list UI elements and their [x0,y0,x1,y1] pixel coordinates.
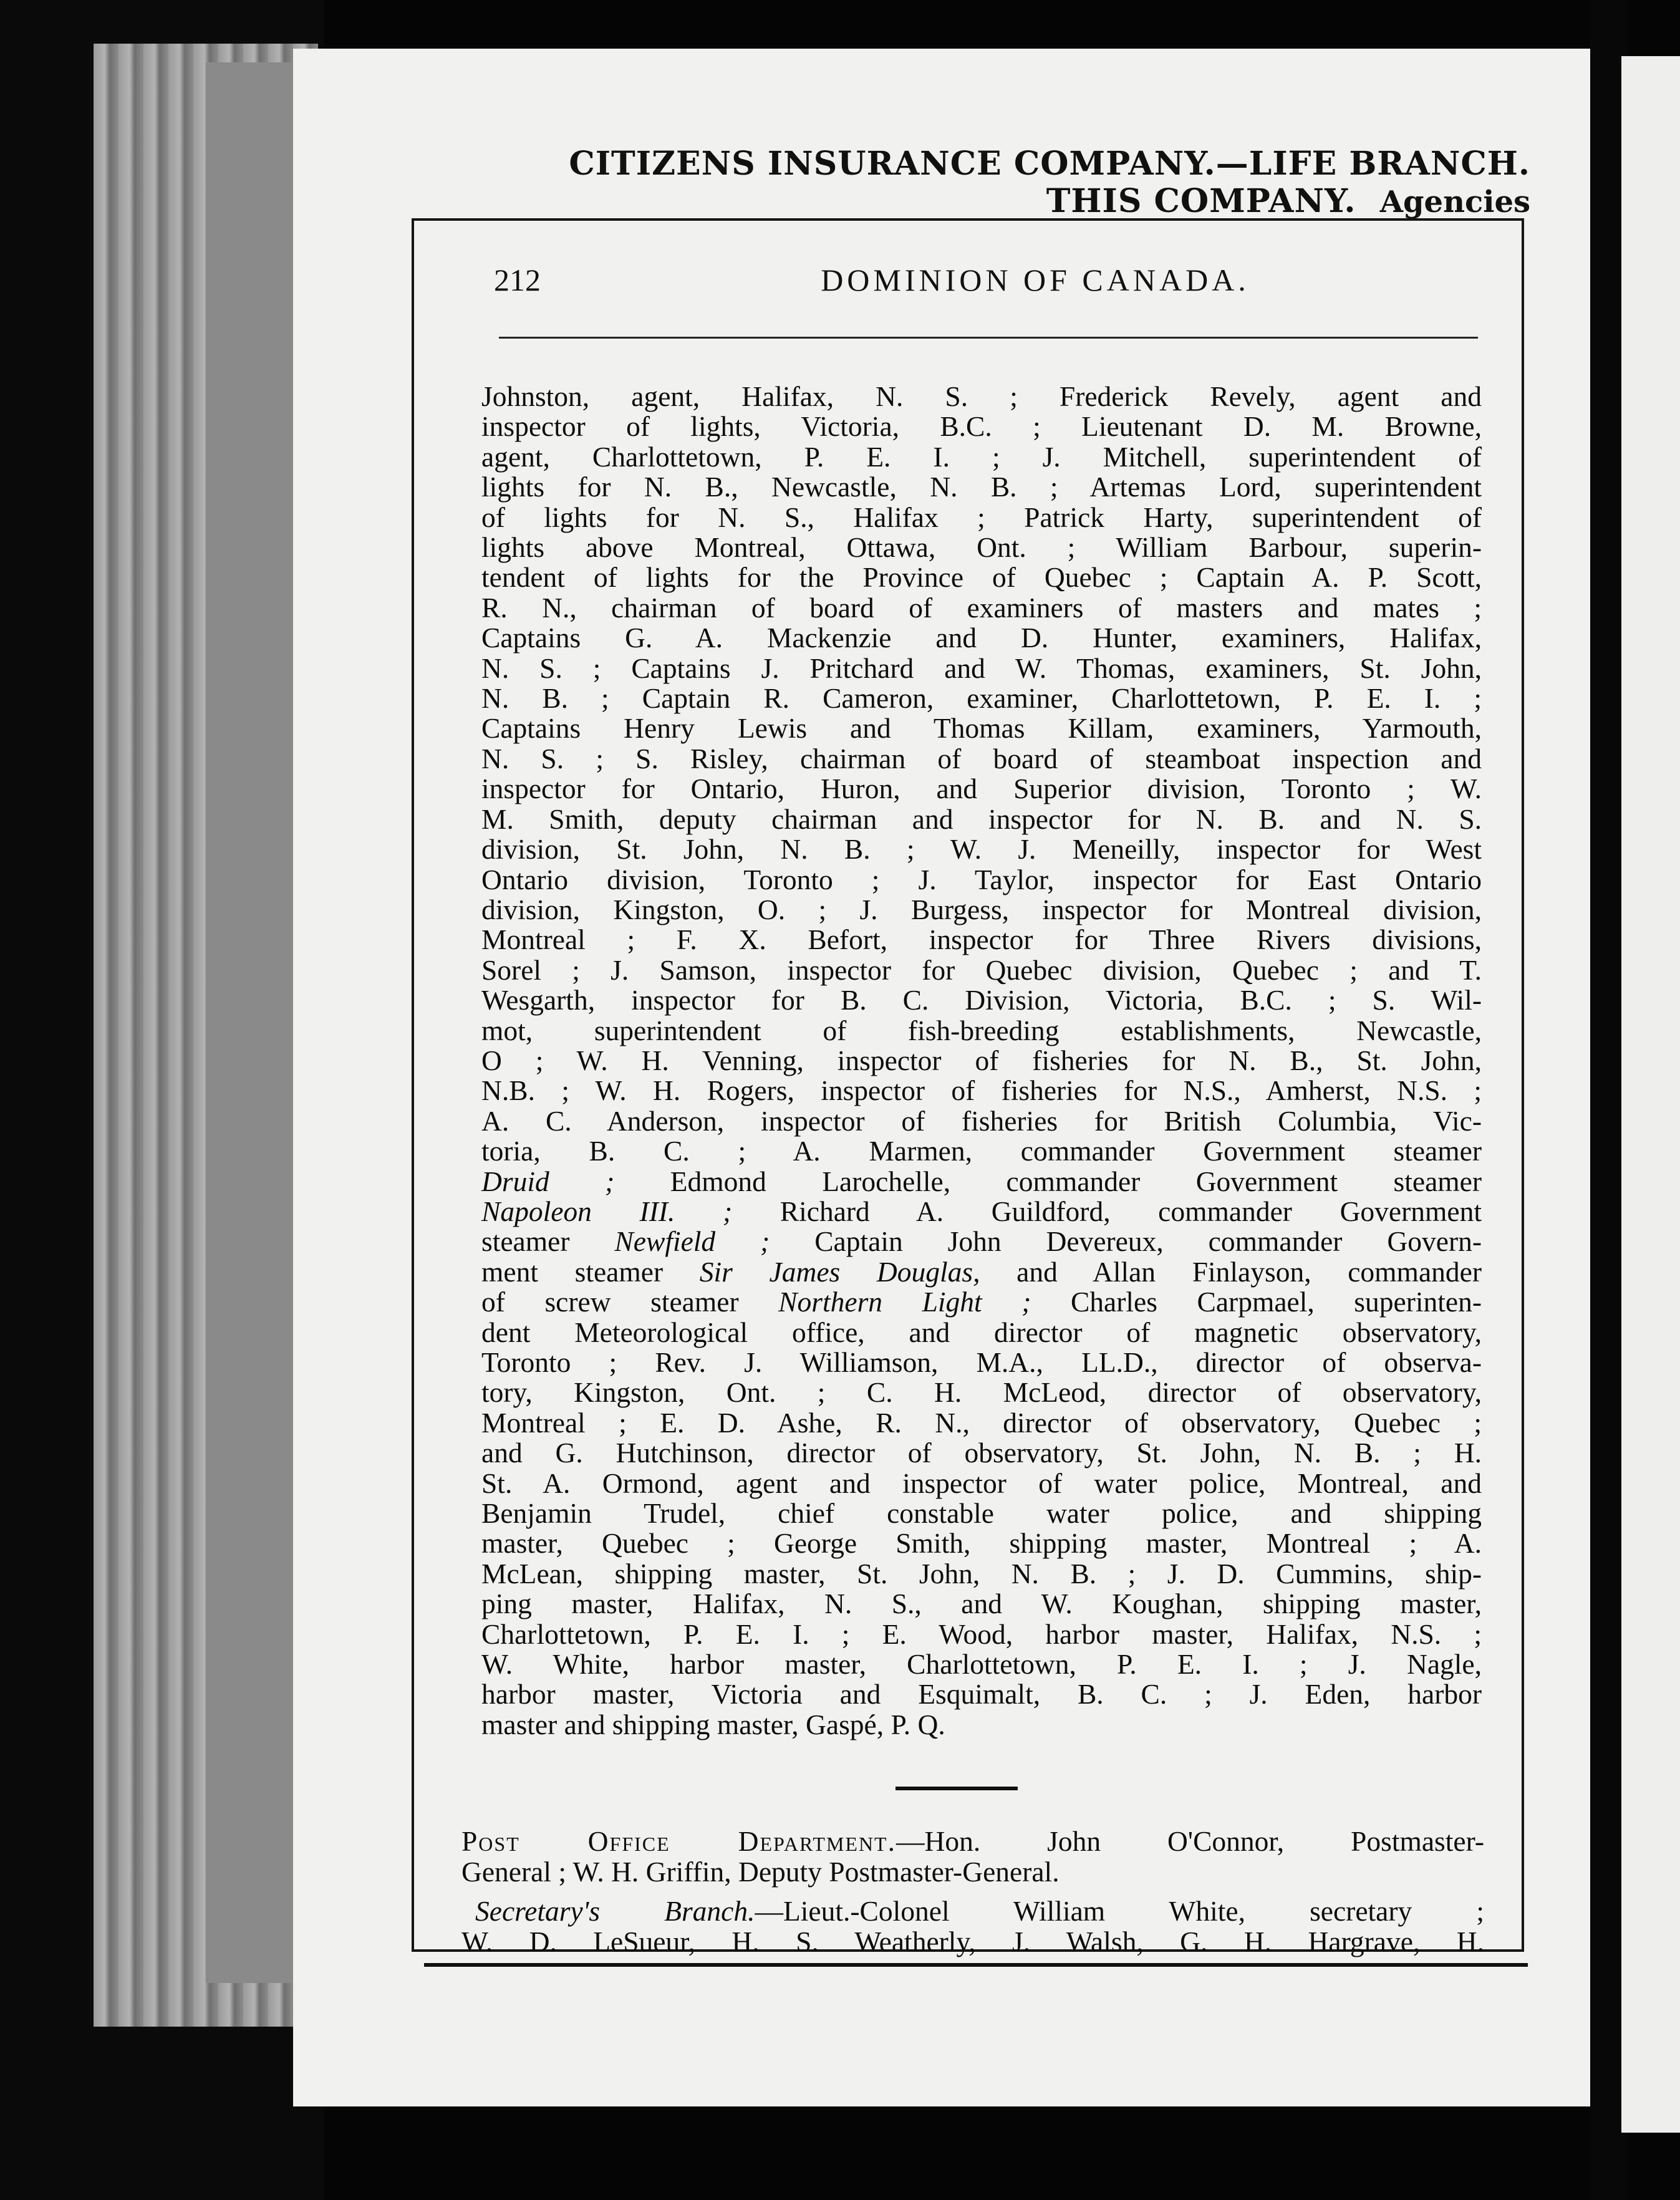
body-line: of screw steamer Northern Light ; Charles Carpmael, superinten- [481,1286,1482,1318]
body-line: N. B. ; Captain R. Cameron, examiner, Charlottetown, P. E. I. ; [481,682,1482,715]
body-line: Montreal ; E. D. Ashe, R. N., director of observatory, Quebec ; [481,1406,1482,1439]
secretary-heading: Secretary's Branch. [475,1895,755,1927]
body-line: ment steamer Sir James Douglas, and Allan Finlayson, commander [481,1255,1482,1288]
body-line: Captains G. A. Mackenzie and D. Hunter, examiners, Halifax, [481,622,1482,654]
advert-header-bold: THIS COMPANY. [1046,182,1356,220]
secretary-line-2: W. D. LeSueur, H. S. Weatherly, J. Walsh, G. H. Hargrave, H. [461,1926,1484,1957]
body-text [481,382,1482,1740]
body-line: agent, Charlottetown, P. E. I. ; J. Mitchell, superintendent of [481,440,1482,473]
body-line: Johnston, agent, Halifax, N. S. ; Frederick Revely, agent and [481,380,1482,412]
body-line: Ontario division, Toronto ; J. Taylor, inspector for East Ontario [481,863,1482,895]
body-line: McLean, shipping master, St. John, N. B. ; J. D. Cummins, ship- [481,1557,1482,1590]
body-line: R. N., chairman of board of examiners of masters and mates ; [481,591,1482,624]
body-line: master and shipping master, Gaspé, P. Q. [481,1708,945,1740]
body-line: tory, Kingston, Ont. ; C. H. McLeod, director of observatory, [481,1376,1482,1409]
body-line: Sorel ; J. Samson, inspector for Quebec division, Quebec ; and T. [481,953,1482,986]
body-line: steamer Newfield ; Captain John Devereux, commander Govern- [481,1225,1482,1258]
body-line: W. White, harbor master, Charlottetown, P. E. I. ; J. Nagle, [481,1648,1482,1681]
advert-header-line-2 [1046,182,1530,220]
body-line: mot, superintendent of fish-breeding establishments, Newcastle, [481,1014,1482,1046]
advert-header-tail: Agencies [1379,185,1530,220]
post-office-line-1: —Hon. John O'Connor, Postmaster- [896,1825,1484,1857]
header-rule [499,337,1478,339]
body-line: N. S. ; Captains J. Pritchard and W. Thomas, examiners, St. John, [481,652,1482,684]
post-office-line-2: General ; W. H. Griffin, Deputy Postmaster-General. [461,1856,1060,1888]
page-stack-edge [94,44,318,2027]
facing-page-edge [1621,56,1680,2133]
body-line: O ; W. H. Venning, inspector of fisheries for N. B., St. John, [481,1044,1482,1076]
body-line: division, St. John, N. B. ; W. J. Meneilly, inspector for West [481,833,1482,866]
body-line: Captains Henry Lewis and Thomas Killam, examiners, Yarmouth, [481,712,1482,745]
secretary-section [461,1896,1484,1957]
body-line: N.B. ; W. H. Rogers, inspector of fisheries for N.S., Amherst, N.S. ; [481,1074,1482,1107]
advert-header-line-1: CITIZENS INSURANCE COMPANY.—LIFE BRANCH. [569,145,1530,183]
body-line: inspector for Ontario, Huron, and Superior division, Toronto ; W. [481,773,1482,805]
body-line: inspector of lights, Victoria, B.C. ; Lieutenant D. M. Browne, [481,410,1482,443]
secretary-line-1: —Lieut.-Colonel William White, secretary ; [755,1895,1484,1927]
body-line: A. C. Anderson, inspector of fisheries for British Columbia, Vic- [481,1104,1482,1137]
body-line: lights above Montreal, Ottawa, Ont. ; William Barbour, superin- [481,531,1482,564]
body-line: toria, B. C. ; A. Marmen, commander Government steamer [481,1135,1482,1167]
running-title: DOMINION OF CANADA. [821,263,1250,297]
body-line: of lights for N. S., Halifax ; Patrick Harty, superintendent of [481,501,1482,533]
body-line: Toronto ; Rev. J. Williamson, M.A., LL.D., director of observa- [481,1346,1482,1378]
body-line: Wesgarth, inspector for B. C. Division, Victoria, B.C. ; S. Wil- [481,984,1482,1016]
body-line: dent Meteorological office, and director of magnetic observatory, [481,1316,1482,1348]
body-line: division, Kingston, O. ; J. Burgess, inspector for Montreal division, [481,893,1482,925]
body-line: harbor master, Victoria and Esquimalt, B. C. ; J. Eden, harbor [481,1678,1482,1710]
frame-bottom-rule [424,1963,1528,1967]
body-line: and G. Hutchinson, director of observatory, St. John, N. B. ; H. [481,1437,1482,1469]
body-line: M. Smith, deputy chairman and inspector for N. B. and N. S. [481,803,1482,835]
body-line: tendent of lights for the Province of Quebec ; Captain A. P. Scott, [481,561,1482,594]
body-line: Benjamin Trudel, chief constable water police, and shipping [481,1497,1482,1530]
body-line: lights for N. B., Newcastle, N. B. ; Artemas Lord, superintendent [481,471,1482,503]
post-office-section [461,1826,1484,1887]
post-office-heading: Post Office Department. [461,1825,896,1857]
body-line: Charlottetown, P. E. I. ; E. Wood, harbor master, Halifax, N.S. ; [481,1618,1482,1650]
body-line: Druid ; Edmond Larochelle, commander Government steamer [481,1165,1482,1197]
section-divider [896,1787,1018,1790]
body-line: ping master, Halifax, N. S., and W. Koughan, shipping master, [481,1588,1482,1620]
body-line: Montreal ; F. X. Befort, inspector for Three Rivers divisions, [481,924,1482,956]
body-line: Napoleon III. ; Richard A. Guildford, commander Government [481,1195,1482,1227]
body-line: master, Quebec ; George Smith, shipping master, Montreal ; A. [481,1527,1482,1560]
body-line: N. S. ; S. Risley, chairman of board of steamboat inspection and [481,742,1482,774]
page-number: 212 [494,263,541,297]
body-line: St. A. Ormond, agent and inspector of water police, Montreal, and [481,1467,1482,1499]
